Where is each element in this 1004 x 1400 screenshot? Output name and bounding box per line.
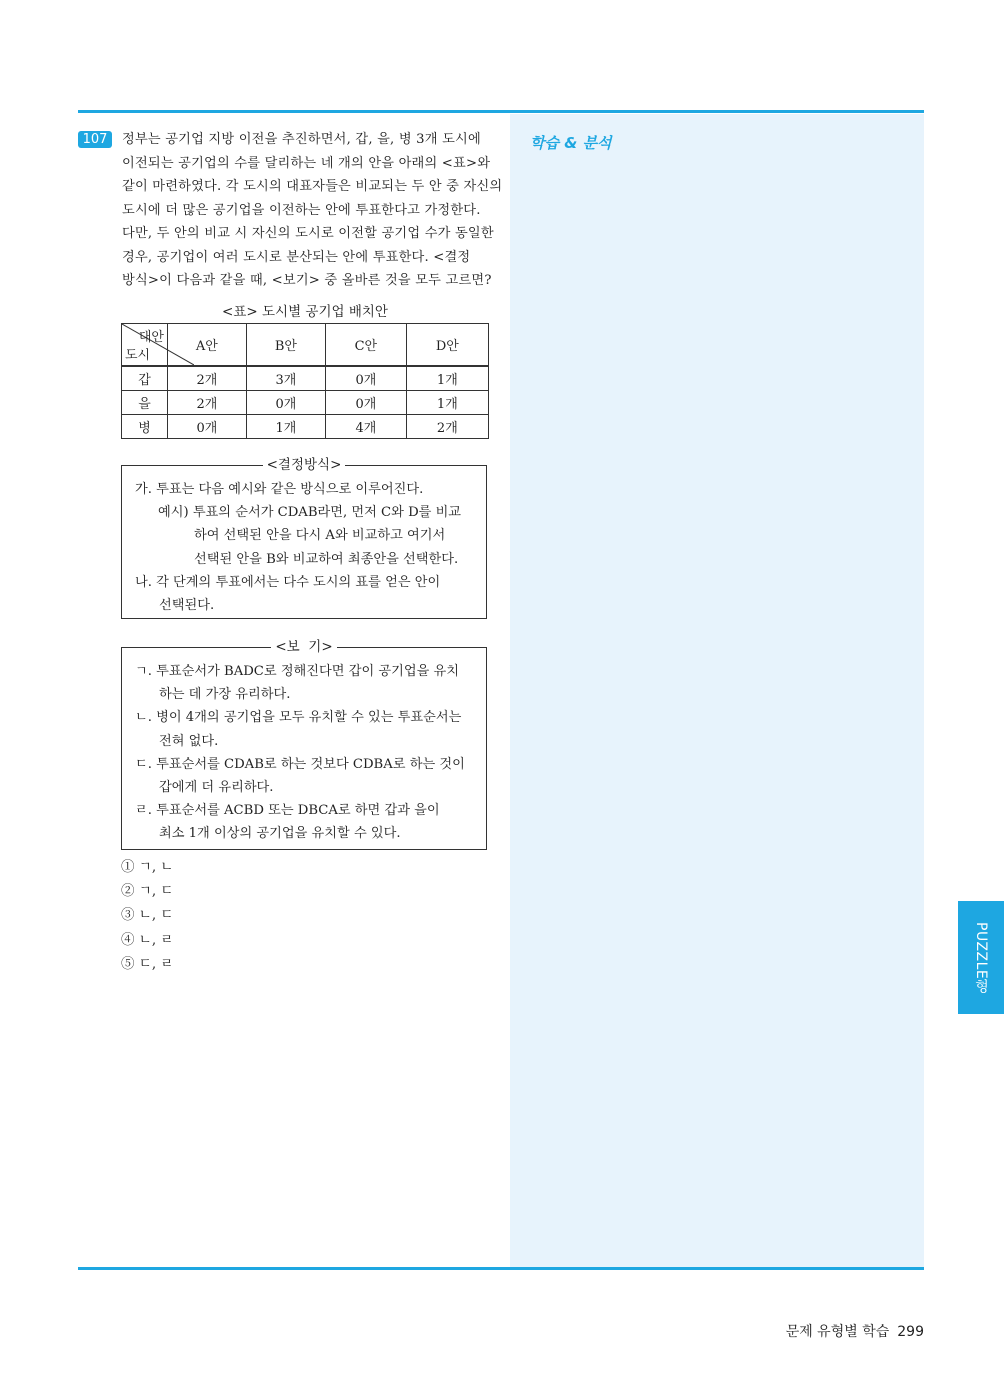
- notes-panel: [510, 114, 924, 1267]
- answer-choice-2[interactable]: ② ㄱ, ㄷ: [121, 883, 174, 900]
- table-cell: 2개: [168, 391, 247, 415]
- stem-line: 도시에 더 많은 공기업을 이전하는 안에 투표한다고 가정한다.: [122, 202, 481, 218]
- bogi-line: ㄴ. 병이 4개의 공기업을 모두 유치할 수 있는 투표순서는: [135, 710, 462, 726]
- page-number: 299: [897, 1324, 924, 1340]
- stem-line: 경우, 공기업이 여러 도시로 분산되는 안에 투표한다. <결정: [122, 249, 471, 265]
- column-header: A안: [168, 324, 247, 367]
- table-cell: 0개: [246, 391, 325, 415]
- stem-line: 이전되는 공기업의 수를 달리하는 네 개의 안을 아래의 <표>와: [122, 155, 491, 171]
- top-rule: [78, 110, 924, 113]
- row-city: 갑: [122, 366, 168, 391]
- table-cell: 0개: [326, 391, 407, 415]
- stem-line: 같이 마련하였다. 각 도시의 대표자들은 비교되는 두 안 중 자신의: [122, 179, 503, 194]
- answer-choice-3[interactable]: ③ ㄴ, ㄷ: [121, 907, 174, 924]
- table-cell: 4개: [326, 415, 407, 439]
- bogi-line: 최소 1개 이상의 공기업을 유치할 수 있다.: [159, 826, 401, 842]
- question-number-badge: 107: [78, 131, 112, 148]
- page-footer: [786, 1321, 924, 1341]
- section-side-tab: [958, 901, 1004, 1014]
- side-tab-label: PUZZLE형: [973, 921, 989, 994]
- bogi-box: [121, 639, 487, 850]
- answer-choice-5[interactable]: ⑤ ㄷ, ㄹ: [121, 955, 174, 972]
- bogi-line: ㄱ. 투표순서가 BADC로 정해진다면 갑이 공기업을 유치: [135, 664, 460, 679]
- answer-choice-4[interactable]: ④ ㄴ, ㄹ: [121, 931, 174, 948]
- bogi-line: 갑에게 더 유리하다.: [159, 780, 274, 796]
- bogi-line: 하는 데 가장 유리하다.: [159, 687, 291, 703]
- notes-title: 학습 & 분석: [530, 134, 612, 152]
- table-header-row: [122, 324, 489, 367]
- table-caption: <표> 도시별 공기업 배치안: [222, 304, 388, 320]
- table-row: [122, 415, 489, 439]
- answer-choices: [121, 855, 173, 976]
- row-city: 을: [122, 391, 168, 415]
- table-row: [122, 366, 489, 391]
- question-stem: [122, 128, 503, 293]
- table-cell: 1개: [406, 391, 488, 415]
- bogi-line: ㄹ. 투표순서를 ACBD 또는 DBCA로 하면 갑과 을이: [135, 803, 440, 819]
- table-cell: 3개: [246, 366, 325, 391]
- method-line: 하여 선택된 안을 다시 A와 비교하고 여기서: [194, 528, 446, 544]
- method-line: 선택된 안을 B와 비교하여 최종안을 선택한다.: [194, 551, 459, 567]
- decision-method-box: [121, 457, 487, 619]
- method-line: 예시) 투표의 순서가 CDAB라면, 먼저 C와 D를 비교: [158, 505, 462, 521]
- column-header: C안: [326, 324, 407, 367]
- table-cell: 0개: [168, 415, 247, 439]
- table-row: [122, 391, 489, 415]
- footer-section-title: 문제 유형별 학습: [785, 1324, 890, 1340]
- bogi-line: 전혀 없다.: [159, 733, 219, 749]
- decision-method-title: <결정방식>: [122, 454, 486, 477]
- bogi-title: <보 기>: [122, 636, 486, 659]
- table-cell: 0개: [326, 366, 407, 391]
- bottom-rule: [78, 1267, 924, 1270]
- bogi-line: ㄷ. 투표순서를 CDAB로 하는 것보다 CDBA로 하는 것이: [135, 756, 465, 772]
- corner-label-alternative: 대안: [138, 330, 164, 345]
- row-city: 병: [122, 415, 168, 439]
- table-cell: 1개: [406, 366, 488, 391]
- table-cell: 2개: [406, 415, 488, 439]
- stem-line: 다만, 두 안의 비교 시 자신의 도시로 이전할 공기업 수가 동일한: [122, 226, 494, 241]
- distribution-table: [121, 323, 489, 439]
- table-corner-cell: [122, 324, 168, 367]
- method-line: 나. 각 단계의 투표에서는 다수 도시의 표를 얻은 안이: [135, 574, 441, 590]
- stem-line: 방식>이 다음과 같을 때, <보기> 중 올바른 것을 모두 고르면?: [122, 273, 492, 288]
- stem-line: 정부는 공기업 지방 이전을 추진하면서, 갑, 을, 병 3개 도시에: [122, 132, 481, 147]
- column-header: B안: [246, 324, 325, 367]
- column-header: D안: [406, 324, 488, 367]
- method-line: 선택된다.: [159, 598, 215, 614]
- table-cell: 1개: [246, 415, 325, 439]
- corner-label-city: 도시: [125, 348, 151, 363]
- method-line: 가. 투표는 다음 예시와 같은 방식으로 이루어진다.: [135, 482, 424, 497]
- table-cell: 2개: [168, 366, 247, 391]
- answer-choice-1[interactable]: ① ㄱ, ㄴ: [121, 859, 174, 875]
